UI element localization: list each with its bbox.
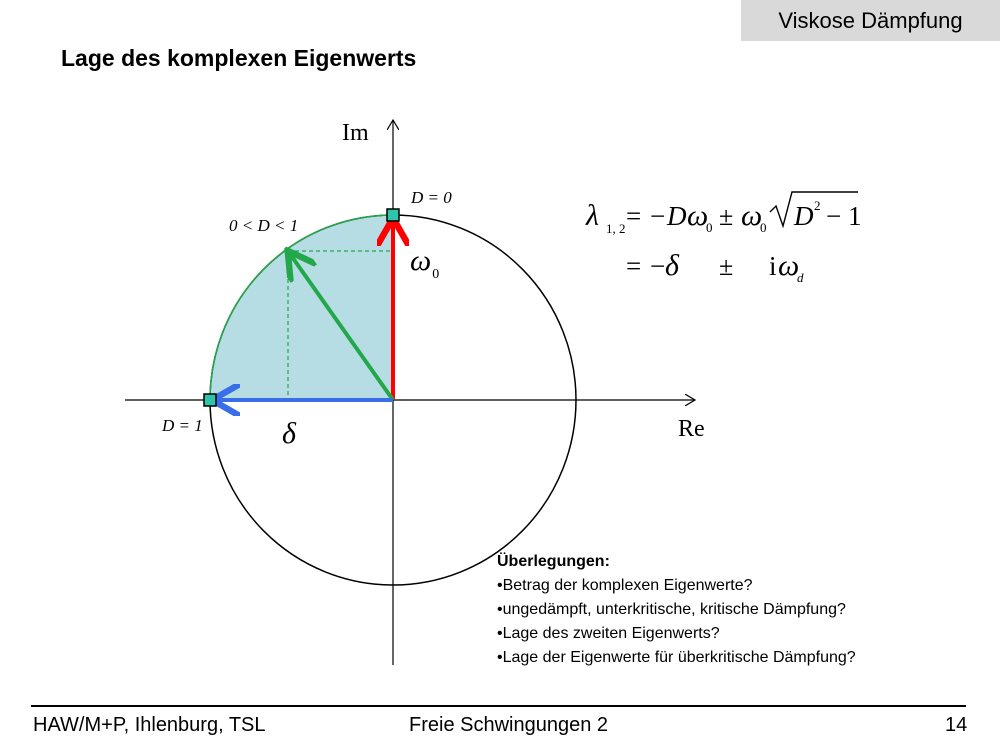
svg-text:1, 2: 1, 2: [606, 221, 626, 236]
consideration-item: •Lage der Eigenwerte für überkritische Dämpfung?: [497, 649, 856, 666]
considerations-heading: Überlegungen:: [497, 553, 610, 570]
page-number: 14: [945, 714, 968, 736]
consideration-item: •ungedämpft, unterkritische, kritische Dämpfung?: [497, 601, 846, 618]
label-d01: 0 < D < 1: [229, 216, 299, 235]
svg-text:− 1: − 1: [826, 201, 862, 231]
svg-text:±: ±: [719, 252, 734, 281]
marker-d1: [204, 394, 216, 406]
footer-author: HAW/M+P, Ihlenburg, TSL: [33, 714, 266, 736]
svg-text:i: i: [769, 251, 777, 281]
marker-d0: [387, 209, 399, 221]
svg-text:−: −: [650, 251, 666, 281]
svg-text:2: 2: [814, 198, 821, 213]
damped-formula: [626, 249, 804, 285]
svg-text:−: −: [650, 201, 666, 231]
consideration-item: •Betrag der komplexen Eigenwerte?: [497, 577, 753, 594]
svg-text:0: 0: [706, 220, 713, 235]
svg-text:0: 0: [760, 220, 767, 235]
delta-label: δ: [282, 417, 296, 450]
svg-text:=: =: [626, 201, 642, 231]
section-tag: Viskose Dämpfung: [741, 0, 1000, 41]
footer-course: Freie Schwingungen 2: [409, 714, 609, 736]
re-axis-label: Re: [678, 416, 705, 442]
slide-title: Lage des komplexen Eigenwerts: [61, 45, 417, 71]
considerations-box: [497, 550, 856, 670]
svg-text:ω: ω: [687, 199, 709, 232]
omega-label: $\omega_0$: [410, 244, 440, 282]
svg-text:d: d: [797, 270, 804, 285]
svg-text:D: D: [667, 201, 687, 231]
svg-text:D: D: [794, 201, 814, 231]
svg-text:±: ±: [719, 202, 734, 231]
eigenvalue-formula: [585, 192, 861, 236]
svg-text:λ: λ: [586, 199, 599, 232]
svg-text:=: =: [626, 251, 642, 281]
svg-text:δ: δ: [665, 249, 679, 282]
consideration-item: •Lage des zweiten Eigenwerts?: [497, 625, 720, 642]
svg-text:ω: ω: [778, 249, 800, 282]
label-d1: D = 1: [162, 416, 203, 435]
damping-region: [210, 215, 393, 400]
footer-divider: [31, 705, 966, 707]
svg-text:ω: ω: [741, 199, 763, 232]
label-d0: D = 0: [411, 188, 452, 207]
im-axis-label: Im: [342, 120, 369, 146]
